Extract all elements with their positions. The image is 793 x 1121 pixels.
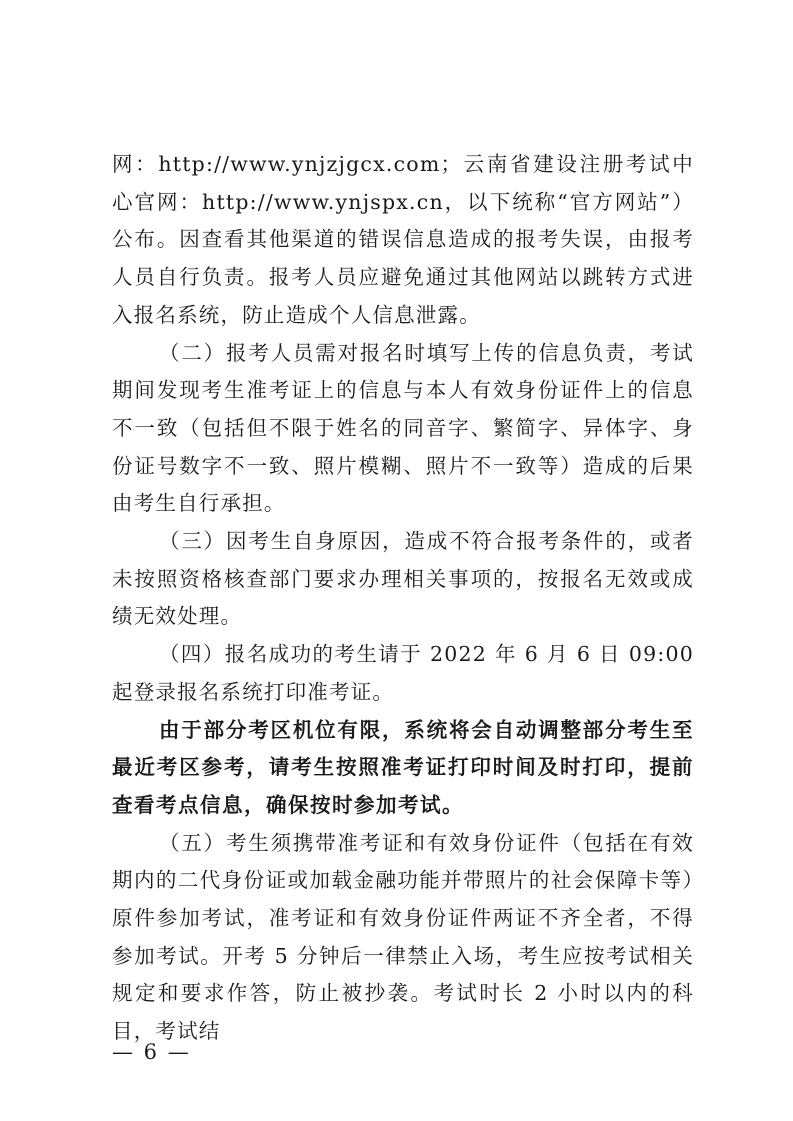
paragraph-item-3: （三）因考生自身原因，造成不符合报考条件的，或者未按照资格核查部门要求办理相关事项的，按报名无效或成绩无效处理。 [112,529,694,629]
paragraph-bold-notice: 由于部分考区机位有限，系统将会自动调整部分考生至最近考区参考，请考生按照准考证打印时间及时打印，提前查看考点信息，确保按时参加考试。 [112,717,694,817]
paragraph-item-4: （四）报名成功的考生请于 2022 年 6 月 6 日 09:00 起登录报名系统打印准考证。 [112,642,694,704]
paragraph-website-notice: 网：http://www.ynjzjgcx.com；云南省建设注册考试中心官网：http://www.ynjspx.cn，以下统称“官方网站”）公布。因查看其他渠道的错误信息造成的报考失误，由报考人员自行负责。报考人员应避免通过其他网站以跳转方式进入报名系统，防止造成个人信息泄露。 [112,152,694,327]
paragraph-item-5: （五）考生须携带准考证和有效身份证件（包括在有效期内的二代身份证或加载金融功能并带照片的社会保障卡等）原件参加考试，准考证和有效身份证件两证不齐全者，不得参加考试。开考 5 分钟后一律禁止入场，考生应按考试相关规定和要求作答，防止被抄袭。考试时长 2 小时以内的科目，考试结 [112,830,694,1044]
document-body [112,146,694,1051]
paragraph-item-2: （二）报考人员需对报名时填写上传的信息负责，考试期间发现考生准考证上的信息与本人有效身份证件上的信息不一致（包括但不限于姓名的同音字、繁简字、异体字、身份证号数字不一致、照片模糊、照片不一致等）造成的后果由考生自行承担。 [112,340,694,516]
page-number: — 6 — [112,1040,191,1064]
